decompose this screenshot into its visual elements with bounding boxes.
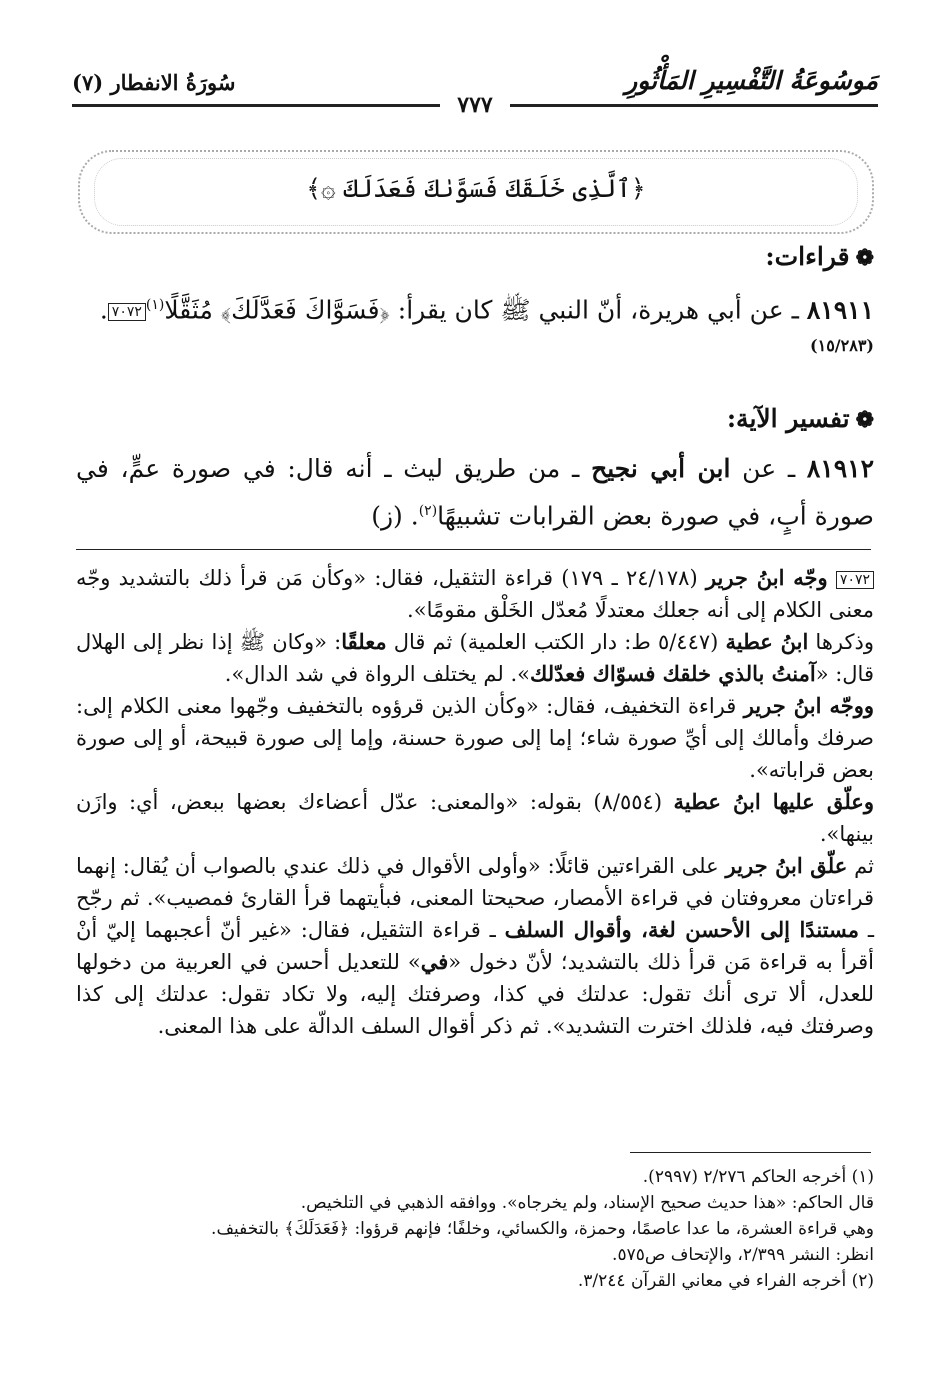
narration-end: .	[99, 295, 108, 325]
page-number: ٧٧٧	[457, 92, 493, 118]
note-text: ». لم يختلف الرواة في شد الدال».	[224, 662, 530, 686]
narration-81912	[76, 448, 874, 537]
editor-notes	[76, 562, 874, 1042]
note-box-ref: ٧٠٧٢	[108, 303, 146, 321]
note-text: على القراءتين قائلًا: «وأولى الأقوال في ذلك عندي بالصواب أن يُقال: إنهما قراءتان معروفتان في قراءة الأمصار، صحيحتا المعنى، فبأيتهما قرأ القارئ فمصيب». ثم رجّح ـ	[76, 854, 874, 942]
footnote-1-qiraa: وهي قراءة العشرة، ما عدا عاصمًا، وحمزة، والكسائي، وخلفًا؛ فإنهم قرؤوا: ﴿فَعَدَلَكَ﴾ بالتخفيف.	[211, 1219, 874, 1239]
note-quote: آمنتُ بالذي خلقك فسوّاك فعدّلك	[530, 661, 816, 686]
note-text: » للتعديل أحسن في العربية من دخولها للعدل، ألا ترى أنك تقول: عدلتك في كذا، وصرفتك إليه، ولا تكاد تقول: عدلتك إلى كذا وصرفتك فيه، فلذلك اخترت التشديد». ثم ذكر أقوال السلف الدالّة على هذا المعنى.	[76, 950, 874, 1038]
note-author: ووجّه ابنُ جرير	[743, 693, 874, 718]
flower-ornament-icon: ❁	[855, 245, 874, 271]
note-text: وذكرها	[808, 630, 874, 654]
note-text: قراءة التخفيف، فقال: «وكأن الذين قرؤوه بالتخفيف وجّهوا معنى الكلام إلى: صرفك وأمالك إلى أيِّ صورة شاء؛ إما إلى صورة حسنة، وإما إلى صورة قبيحة، أو إلى صورة بعض قراباته».	[76, 694, 874, 782]
book-title: مَوسُوعَةُ التَّفْسِيرِ المَأْثُورِ	[625, 66, 878, 95]
footnote-1: (١) أخرجه الحاكم ٢/٢٧٦ (٢٩٩٧).	[642, 1167, 874, 1187]
section-heading-tafsir	[76, 404, 874, 433]
verse-text: ﴿ٱلَّذِى خَلَقَكَ فَسَوَّىٰكَ فَعَدَلَكَ ۞﴾	[306, 174, 646, 203]
qiraat-heading: قراءات:	[765, 242, 850, 271]
section-heading-qiraat	[76, 242, 874, 271]
narration-number: ٨١٩١١	[806, 295, 874, 325]
footnote-2: (٢) أخرجه الفراء في معاني القرآن ٣/٢٤٤.	[577, 1271, 874, 1291]
note-box-number: ٧٠٧٢	[836, 571, 874, 589]
narration-81911	[76, 284, 874, 331]
header-rule-right	[510, 104, 878, 107]
narrator-name: ابن أبي نجيح	[591, 454, 731, 483]
note-paragraph-5	[76, 850, 874, 1042]
note-text: ثم	[847, 854, 874, 878]
note-author: علّق ابنُ جرير	[725, 853, 848, 878]
flower-ornament-icon: ❁	[855, 407, 874, 433]
footnote-marker: (١)	[145, 297, 165, 313]
note-bold: مستندًا إلى الأحسن لغة، وأقوال السلف	[504, 917, 859, 942]
note-paragraph-2	[76, 626, 874, 690]
note-text: (٨/٥٥٤) بقوله: «والمعنى: عدّل أعضاءك بعضها ببعض، أي: وازَن بينها».	[76, 790, 874, 846]
note-text: (٢٤/١٧٨ ـ ١٧٩) قراءة التثقيل، فقال: «وكأن مَن قرأ ذلك بالتشديد وجّه معنى الكلام إلى أنه جعلك معتدلًا مُعدّل الخَلْق مقومًا».	[76, 566, 874, 622]
surah-reference: سُورَةُ الانفطار (٧)	[72, 70, 236, 95]
note-paragraph-3	[76, 690, 874, 786]
header-rule	[72, 94, 878, 118]
note-text: : «وكان ﷺ إذا نظر إلى الهلال قال: «	[76, 630, 874, 686]
note-bold: معلقًا	[341, 629, 387, 654]
narration-text-c: . (ز)	[371, 501, 419, 531]
note-author: وعلّق عليها ابنُ عطية	[673, 789, 874, 814]
footnote-1-hakim: قال الحاكم: «هذا حديث صحيح الإسناد، ولم يخرجاه». ووافقه الذهبي في التلخيص.	[300, 1193, 874, 1213]
volume-reference: (١٥/٢٨٣)	[810, 336, 874, 355]
note-paragraph-4	[76, 786, 874, 850]
narration-text-a: ـ عن	[730, 454, 807, 483]
note-paragraph-1	[76, 562, 874, 626]
note-text: ـ قراءة التثقيل، فقال: «غير أنّ أعجبهما إليّ أنْ أقرأ به قراءة مَن قرأ ذلك بالتشديد؛ لأنّ دخول «	[76, 918, 875, 974]
tafsir-heading: تفسير الآية:	[726, 404, 850, 433]
narration-text-b: ـ من طريق ليث ـ أنه قال: في صورة عمٍّ، في صورة أبٍ، في صورة بعض القرابات تشبيهًا	[76, 454, 874, 531]
note-text: (٥/٤٤٧ ط: دار الكتب العلمية) ثم قال	[386, 630, 726, 654]
footnote-marker: (٢)	[418, 503, 438, 519]
narration-number: ٨١٩١٢	[806, 454, 874, 483]
footnote-1-sources: انظر: النشر ٢/٣٩٩، والإتحاف ص٥٧٥.	[612, 1245, 874, 1265]
footnotes-separator	[630, 1152, 871, 1153]
note-author: وجّه ابنُ جرير	[705, 565, 828, 590]
verse-frame	[78, 150, 874, 234]
notes-separator	[76, 549, 871, 550]
note-author: ابنُ عطية	[725, 629, 809, 654]
header-rule-left	[72, 104, 440, 107]
narration-text: ـ عن أبي هريرة، أنّ النبي ﷺ كان يقرأ: ﴿فَسَوَّاكَ فَعَدَّلَكَ﴾ مُثَقَّلًا	[164, 295, 807, 325]
note-bold: في	[420, 949, 449, 974]
footnotes	[76, 1164, 874, 1294]
